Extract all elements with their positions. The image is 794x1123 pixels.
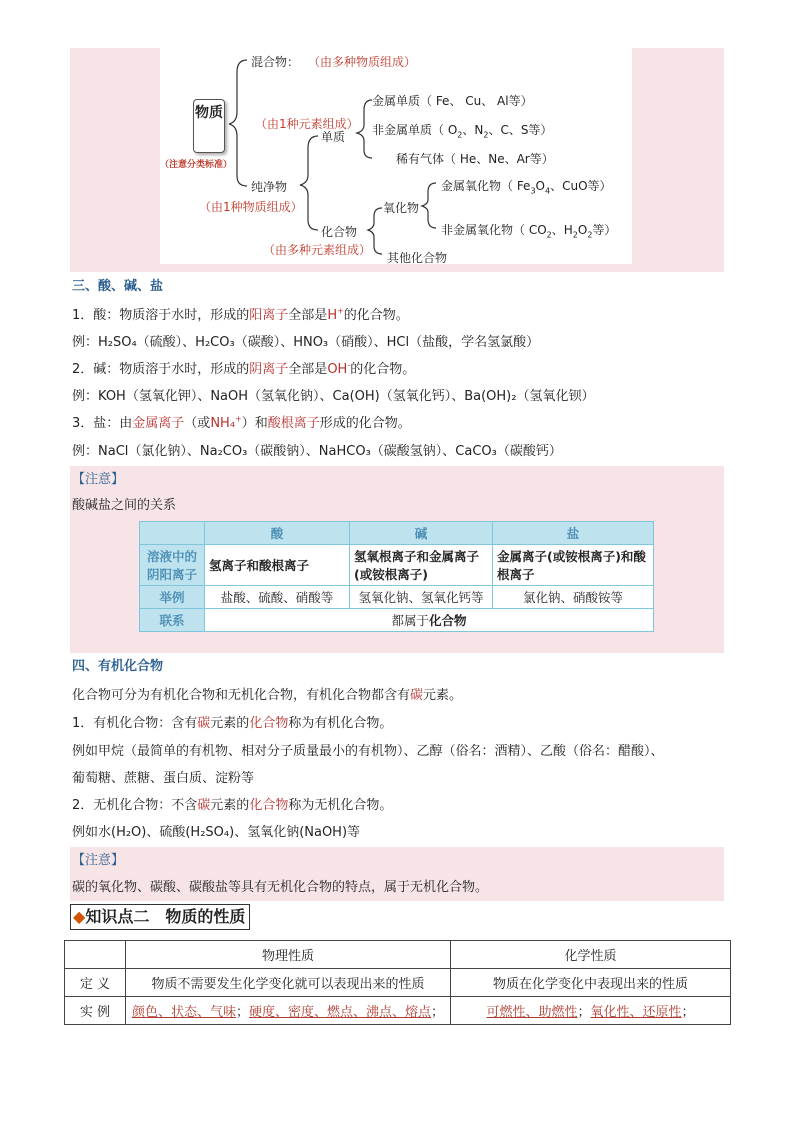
table-header-cell: 物理性质 <box>126 941 451 969</box>
table-row <box>65 969 731 997</box>
compound-label: 化合物 <box>321 225 358 239</box>
table-cell: 氢氧化钠、氢氧化钙等 <box>350 586 493 609</box>
row-label: 联系 <box>140 609 205 632</box>
organic-definition: 1．有机化合物：含有碳元素的化合物称为有机化合物。 <box>72 716 393 731</box>
table-cell: 氢离子和酸根离子 <box>205 545 350 586</box>
inorganic-examples: 例如水(H₂O)、硫酸(H₂SO₄)、氢氧化钠(NaOH)等 <box>72 825 361 840</box>
table-cell: 颜色、状态、气味；硬度、密度、燃点、沸点、熔点； <box>126 997 451 1025</box>
mixture-note: （由多种物质组成） <box>308 55 417 69</box>
note-label: 【注意】 <box>72 472 125 487</box>
organic-examples-line1: 例如甲烷（最简单的有机物、相对分子质量最小的有机物）、乙醇（俗名：酒精）、乙酸（俗名：醋酸）、 <box>72 744 664 759</box>
table-cell: 可燃性、助燃性；氧化性、还原性； <box>451 997 731 1025</box>
acid-base-salt-table <box>139 521 654 632</box>
table-header-cell <box>65 941 126 969</box>
oxide-label: 氧化物 <box>383 201 420 215</box>
root-note: （注意分类标准） <box>160 160 233 170</box>
properties-table <box>64 940 731 1025</box>
table-header-cell: 酸 <box>205 522 350 545</box>
base-examples: 例：KOH（氢氧化钾）、NaOH（氢氧化钠）、Ca(OH)（氢氧化钙）、Ba(OH)₂（氢氧化钡） <box>72 389 595 404</box>
other-compound-label: 其他化合物 <box>387 251 448 265</box>
table-row <box>140 545 654 586</box>
table-header-cell <box>140 522 205 545</box>
salt-definition: 3．盐：由金属离子（或NH₄+）和酸根离子形成的化合物。 <box>72 414 411 431</box>
root-node-substance: 物质 <box>193 99 225 153</box>
table-cell: 盐酸、硫酸、硝酸等 <box>205 586 350 609</box>
table-row <box>65 997 731 1025</box>
simple-substance-label: 单质 <box>321 130 346 144</box>
section3-title: 三、酸、碱、盐 <box>72 279 164 294</box>
salt-examples: 例：NaCl（氯化钠）、Na₂CO₃（碳酸钠）、NaHCO₃（碳酸氢钠）、CaCO₃（碳酸钙） <box>72 444 562 459</box>
organic-examples-line2: 葡萄糖、蔗糖、蛋白质、淀粉等 <box>72 771 255 786</box>
metal-oxide-label: 金属氧化物（ $Fe_3O_4$、CuO等） <box>441 179 612 196</box>
table-cell: 氢氧根离子和金属离子(或铵根离子) <box>350 545 493 586</box>
row-label: 举例 <box>140 586 205 609</box>
row-label: 定 义 <box>65 969 126 997</box>
table-cell: 物质在化学变化中表现出来的性质 <box>451 969 731 997</box>
row-label: 溶液中的阴阳离子 <box>140 545 205 586</box>
table-header-row <box>65 941 731 969</box>
section4-title: 四、有机化合物 <box>72 659 164 674</box>
row-label: 实 例 <box>65 997 126 1025</box>
acid-definition: 1．酸：物质溶于水时，形成的阳离子全部是H+的化合物。 <box>72 306 409 323</box>
table-cell: 金属离子(或铵根离子)和酸根离子 <box>493 545 654 586</box>
table-header-cell: 化学性质 <box>451 941 731 969</box>
nonmetal-simple-label: 非金属单质（ $O_2$、$N_2$、C、S等） <box>372 123 553 140</box>
note-label: 【注意】 <box>72 853 125 868</box>
table-cell: 物质不需要发生化学变化就可以表现出来的性质 <box>126 969 451 997</box>
organic-intro: 化合物可分为有机化合物和无机化合物，有机化合物都含有碳元素。 <box>72 688 463 703</box>
mixture-label: 混合物： <box>251 55 300 69</box>
acid-examples: 例：H₂SO₄（硫酸）、H₂CO₃（碳酸）、HNO₃（硝酸）、HCl（盐酸，学名氢氯酸） <box>72 335 540 350</box>
table-row <box>140 609 654 632</box>
pure-note: （由1种物质组成） <box>199 200 303 214</box>
element-note: （由1种元素组成） <box>255 117 359 131</box>
table-header-cell: 碱 <box>350 522 493 545</box>
pure-substance-label: 纯净物 <box>251 180 288 194</box>
table-row <box>140 586 654 609</box>
knowledge-point-heading: ◆知识点二 物质的性质 <box>70 904 250 930</box>
note-text: 酸碱盐之间的关系 <box>72 498 177 513</box>
noble-gas-label: 稀有气体（ He、Ne、Ar等） <box>396 152 554 166</box>
compound-note: （由多种元素组成） <box>263 243 372 257</box>
table-header-row <box>140 522 654 545</box>
table-cell: 都属于化合物 <box>205 609 654 632</box>
base-definition: 2．碱：物质溶于水时，形成的阴离子全部是OH-的化合物。 <box>72 360 416 377</box>
table-header-cell: 盐 <box>493 522 654 545</box>
table-cell: 氯化钠、硝酸铵等 <box>493 586 654 609</box>
metal-simple-label: 金属单质（ Fe、 Cu、 Al等） <box>372 94 533 108</box>
note-text: 碳的氧化物、碳酸、碳酸盐等具有无机化合物的特点，属于无机化合物。 <box>72 880 489 895</box>
nonmetal-oxide-label: 非金属氧化物（ $CO_2$、$H_2O_2$等） <box>441 223 617 240</box>
diamond-icon: ◆ <box>73 907 86 926</box>
inorganic-definition: 2．无机化合物：不含碳元素的化合物称为无机化合物。 <box>72 798 393 813</box>
